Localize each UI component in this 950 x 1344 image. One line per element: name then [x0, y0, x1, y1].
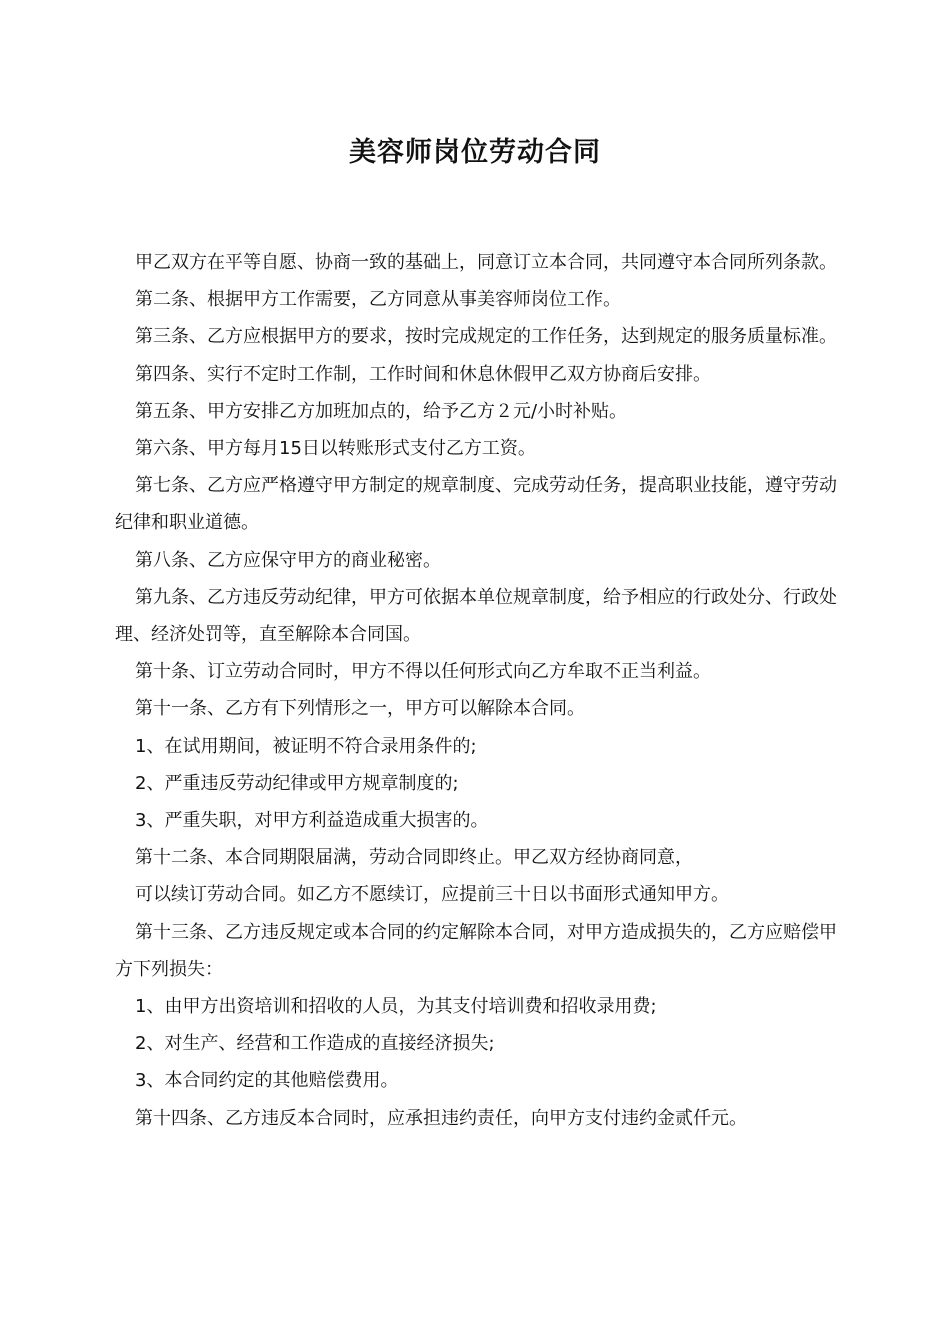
list-item-13-1: 1、由甲方出资培训和招收的人员，为其支付培训费和招收录用费;: [135, 996, 657, 1018]
list-item-11-3: 3、严重失职，对甲方利益造成重大损害的。: [135, 810, 489, 832]
document-title: 美容师岗位劳动合同: [349, 137, 601, 168]
paragraph-article-14: 第十四条、乙方违反本合同时，应承担违约责任，向甲方支付违约金贰仟元。: [135, 1107, 747, 1129]
paragraph-article-6: 第六条、甲方每月15日以转账形式支付乙方工资。: [135, 438, 536, 460]
list-item-11-2: 2、严重违反劳动纪律或甲方规章制度的;: [135, 772, 459, 794]
paragraph-article-12: 第十二条、本合同期限届满，劳动合同即终止。甲乙双方经协商同意，: [135, 847, 693, 869]
paragraph-article-7: 第七条、乙方应严格遵守甲方制定的规章制度、完成劳动任务，提高职业技能，遵守劳动纪律和职业道德。: [115, 475, 837, 534]
paragraph-article-4: 第四条、实行不定时工作制，工作时间和休息休假甲乙双方协商后安排。: [135, 363, 711, 385]
paragraph-article-13: 第十三条、乙方违反规定或本合同的约定解除本合同，对甲方造成损失的，乙方应赔偿甲方下列损失：: [115, 921, 837, 980]
paragraph-article-10: 第十条、订立劳动合同时，甲方不得以任何形式向乙方牟取不正当利益。: [135, 661, 711, 683]
paragraph-article-3: 第三条、乙方应根据甲方的要求，按时完成规定的工作任务，达到规定的服务质量标准。: [135, 326, 837, 348]
list-item-13-2: 2、对生产、经营和工作造成的直接经济损失;: [135, 1033, 495, 1055]
paragraph-article-2: 第二条、根据甲方工作需要，乙方同意从事美容师岗位工作。: [135, 289, 621, 311]
paragraph-article-8: 第八条、乙方应保守甲方的商业秘密。: [135, 549, 441, 571]
paragraph-intro: 甲乙双方在平等自愿、协商一致的基础上，同意订立本合同，共同遵守本合同所列条款。: [135, 252, 837, 273]
list-item-13-3: 3、本合同约定的其他赔偿费用。: [135, 1070, 399, 1092]
paragraph-article-11: 第十一条、乙方有下列情形之一，甲方可以解除本合同。: [135, 698, 585, 720]
paragraph-article-5: 第五条、甲方安排乙方加班加点的，给予乙方２元/小时补贴。: [135, 400, 628, 422]
paragraph-article-9: 第九条、乙方违反劳动纪律，甲方可依据本单位规章制度，给予相应的行政处分、行政处理、经济处罚等，直至解除本合同国。: [115, 586, 837, 646]
paragraph-article-12-cont: 可以续订劳动合同。如乙方不愿续订，应提前三十日以书面形式通知甲方。: [135, 884, 729, 906]
document-body: [115, 244, 837, 1137]
list-item-11-1: 1、在试用期间，被证明不符合录用条件的;: [135, 735, 477, 757]
